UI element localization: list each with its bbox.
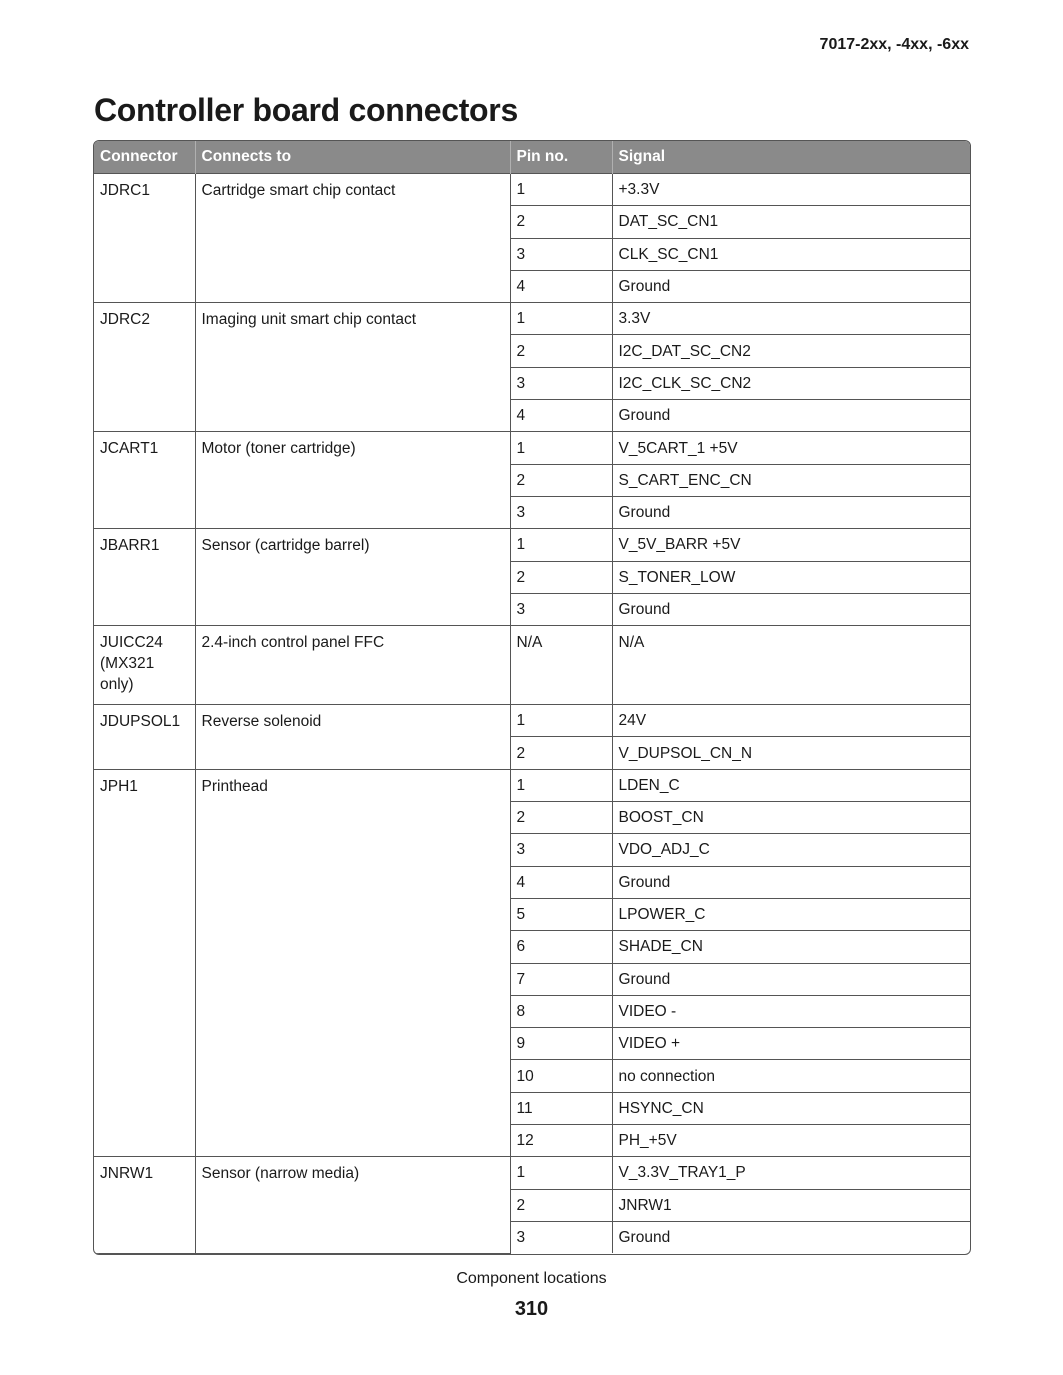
pin-number-cell: 8	[510, 995, 612, 1027]
table-row	[94, 626, 970, 705]
connector-cell: JDRC2	[94, 303, 195, 432]
signal-cell: Ground	[612, 593, 970, 625]
signal-cell: HSYNC_CN	[612, 1092, 970, 1124]
connector-cell: JNRW1	[94, 1157, 195, 1253]
pin-number-cell: 11	[510, 1092, 612, 1124]
pin-number-cell: 2	[510, 737, 612, 769]
table-row	[94, 529, 970, 561]
connector-cell: JPH1	[94, 769, 195, 1157]
signal-cell: V_5V_BARR +5V	[612, 529, 970, 561]
pin-number-cell: 1	[510, 1157, 612, 1189]
pin-number-cell: 3	[510, 367, 612, 399]
signal-cell: V_5CART_1 +5V	[612, 432, 970, 464]
pin-number-cell: 3	[510, 593, 612, 625]
connector-cell: JDRC1	[94, 174, 195, 303]
pin-number-cell: 2	[510, 206, 612, 238]
connector-cell: JUICC24 (MX321 only)	[94, 626, 195, 705]
connects-to-cell: 2.4-inch control panel FFC	[195, 626, 510, 705]
table-row	[94, 303, 970, 335]
pin-number-cell: 4	[510, 866, 612, 898]
page-title: Controller board connectors	[94, 92, 518, 128]
signal-cell: BOOST_CN	[612, 802, 970, 834]
signal-cell: 24V	[612, 705, 970, 737]
signal-cell: +3.3V	[612, 174, 970, 206]
table-row	[94, 769, 970, 801]
signal-cell: S_TONER_LOW	[612, 561, 970, 593]
table-row	[94, 432, 970, 464]
signal-cell: CLK_SC_CN1	[612, 238, 970, 270]
pin-number-cell: 4	[510, 400, 612, 432]
connector-cell: JDUPSOL1	[94, 705, 195, 770]
column-header-connector: Connector	[94, 141, 195, 174]
signal-cell: PH_+5V	[612, 1125, 970, 1157]
pin-number-cell: 3	[510, 238, 612, 270]
pin-number-cell: 6	[510, 931, 612, 963]
signal-cell: Ground	[612, 963, 970, 995]
connects-to-cell: Sensor (cartridge barrel)	[195, 529, 510, 626]
pin-number-cell: 5	[510, 898, 612, 930]
pin-number-cell: 2	[510, 802, 612, 834]
pin-number-cell: 4	[510, 270, 612, 302]
column-header-pin-no: Pin no.	[510, 141, 612, 174]
pin-number-cell: 1	[510, 769, 612, 801]
connects-to-cell: Printhead	[195, 769, 510, 1157]
pin-number-cell: 1	[510, 432, 612, 464]
signal-cell: N/A	[612, 626, 970, 705]
signal-cell: JNRW1	[612, 1189, 970, 1221]
signal-cell: Ground	[612, 270, 970, 302]
pin-number-cell: 1	[510, 705, 612, 737]
page-number: 310	[514, 1298, 549, 1320]
table-row	[94, 174, 970, 206]
connectors-table	[94, 141, 970, 1254]
table-header-row	[94, 141, 970, 174]
signal-cell: VDO_ADJ_C	[612, 834, 970, 866]
pin-number-cell: 3	[510, 834, 612, 866]
signal-cell: LDEN_C	[612, 769, 970, 801]
pin-number-cell: 1	[510, 529, 612, 561]
pin-number-cell: 2	[510, 335, 612, 367]
signal-cell: Ground	[612, 496, 970, 528]
signal-cell: Ground	[612, 400, 970, 432]
signal-cell: I2C_DAT_SC_CN2	[612, 335, 970, 367]
connects-to-cell: Sensor (narrow media)	[195, 1157, 510, 1253]
signal-cell: VIDEO -	[612, 995, 970, 1027]
connects-to-cell: Cartridge smart chip contact	[195, 174, 510, 303]
connects-to-cell: Reverse solenoid	[195, 705, 510, 770]
pin-number-cell: 10	[510, 1060, 612, 1092]
document-model-header: 7017-2xx, -4xx, -6xx	[819, 36, 969, 53]
connects-to-cell: Motor (toner cartridge)	[195, 432, 510, 529]
signal-cell: Ground	[612, 1221, 970, 1253]
pin-number-cell: 3	[510, 1221, 612, 1253]
pin-number-cell: 12	[510, 1125, 612, 1157]
signal-cell: SHADE_CN	[612, 931, 970, 963]
pin-number-cell: 9	[510, 1028, 612, 1060]
pin-number-cell: N/A	[510, 626, 612, 705]
column-header-signal: Signal	[612, 141, 970, 174]
connector-cell: JCART1	[94, 432, 195, 529]
pin-number-cell: 2	[510, 464, 612, 496]
signal-cell: LPOWER_C	[612, 898, 970, 930]
signal-cell: 3.3V	[612, 303, 970, 335]
table-row	[94, 1157, 970, 1189]
column-header-connects-to: Connects to	[195, 141, 510, 174]
pin-number-cell: 3	[510, 496, 612, 528]
connector-cell: JBARR1	[94, 529, 195, 626]
pin-number-cell: 1	[510, 303, 612, 335]
signal-cell: VIDEO +	[612, 1028, 970, 1060]
pin-number-cell: 2	[510, 1189, 612, 1221]
table-body	[94, 174, 970, 1254]
footer-section-name: Component locations	[456, 1270, 607, 1287]
table-row	[94, 705, 970, 737]
signal-cell: V_DUPSOL_CN_N	[612, 737, 970, 769]
signal-cell: DAT_SC_CN1	[612, 206, 970, 238]
signal-cell: S_CART_ENC_CN	[612, 464, 970, 496]
pin-number-cell: 7	[510, 963, 612, 995]
signal-cell: V_3.3V_TRAY1_P	[612, 1157, 970, 1189]
pin-number-cell: 2	[510, 561, 612, 593]
pin-number-cell: 1	[510, 174, 612, 206]
signal-cell: Ground	[612, 866, 970, 898]
signal-cell: no connection	[612, 1060, 970, 1092]
signal-cell: I2C_CLK_SC_CN2	[612, 367, 970, 399]
connectors-table-container	[93, 140, 971, 1255]
connects-to-cell: Imaging unit smart chip contact	[195, 303, 510, 432]
